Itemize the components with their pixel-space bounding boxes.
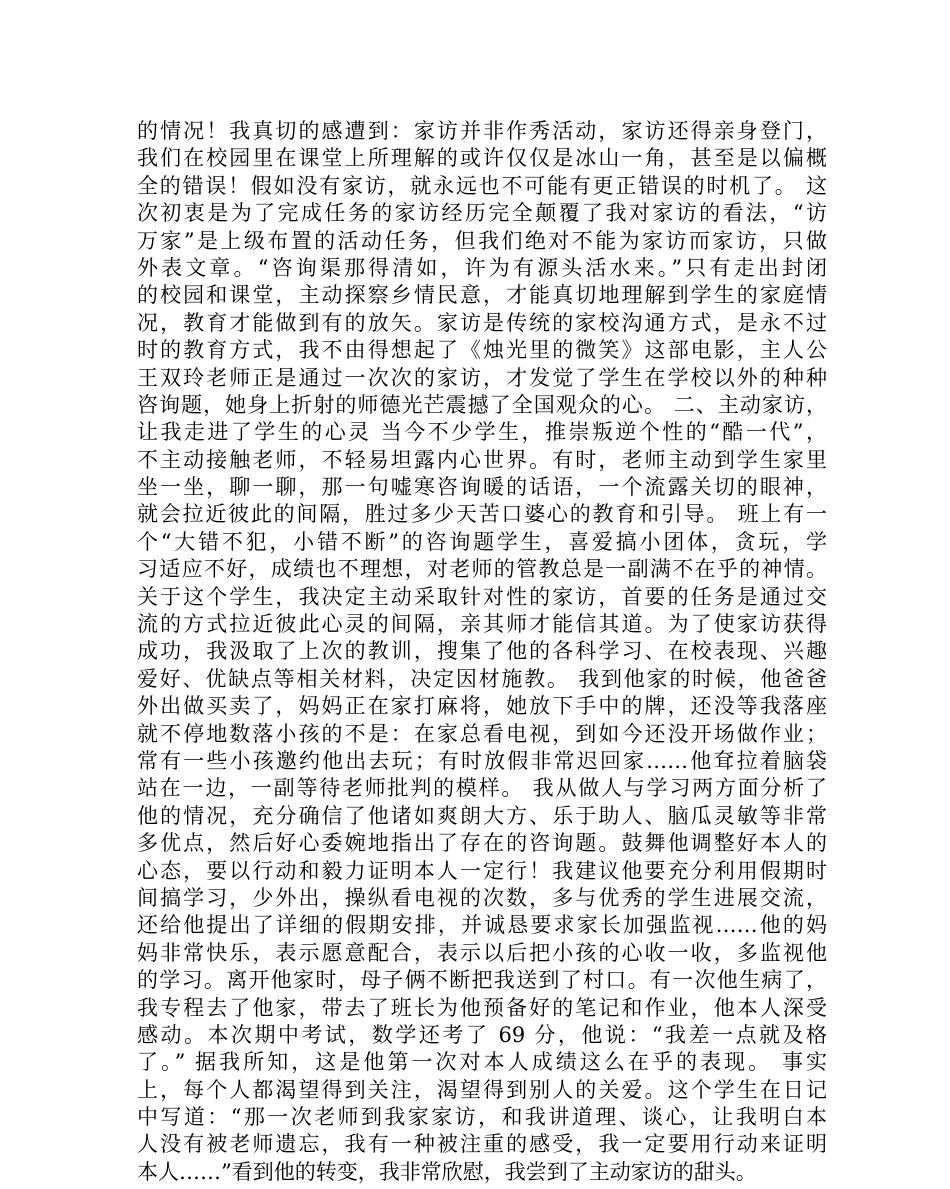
text-line: 王双玲老师正是通过一次次的家访，才发觉了学生在学校以外的种种 xyxy=(137,365,827,390)
text-line: 他的情况，充分确信了他诸如爽朗大方、乐于助人、脑瓜灵敏等非常 xyxy=(137,803,827,828)
text-line: 本人……”看到他的转变，我非常欣慰，我尝到了主动家访的甜头。 xyxy=(137,1159,757,1184)
text-line: 上，每个人都渴望得到关注，渴望得到别人的关爱。这个学生在日记 xyxy=(137,1077,827,1102)
text-line: 不主动接触老师，不轻易坦露内心世界。有时，老师主动到学生家里 xyxy=(137,447,827,472)
text-line: 外表文章。“咨询渠那得清如，许为有源头活水来。”只有走出封闭 xyxy=(137,255,827,280)
text-line: 妈非常快乐，表示愿意配合，表示以后把小孩的心收一收，多监视他 xyxy=(137,940,827,965)
text-line: 习适应不好，成绩也不理想，对老师的管教总是一副满不在乎的神情。 xyxy=(137,557,827,582)
text-line: 爱好、优缺点等相关材料，决定因材施教。 我到他家的时候，他爸爸 xyxy=(137,666,827,691)
text-line: 关于这个学生，我决定主动采取针对性的家访，首要的任务是通过交 xyxy=(137,584,827,609)
text-line: 况，教育才能做到有的放矢。家访是传统的家校沟通方式，是永不过 xyxy=(137,310,827,335)
text-line: 人没有被老师遗忘，我有一种被注重的感受，我一定要用行动来证明 xyxy=(137,1132,827,1157)
text-line: 万家”是上级布置的活动任务，但我们绝对不能为家访而家访，只做 xyxy=(137,228,827,253)
text-line: 心态，要以行动和毅力证明本人一定行！我建议他要充分利用假期时 xyxy=(137,858,827,883)
text-line: 时的教育方式，我不由得想起了《烛光里的微笑》这部电影，主人公 xyxy=(137,338,827,363)
text-line: 了。” 据我所知，这是他第一次对本人成绩这么在乎的表现。 事实 xyxy=(137,1050,827,1075)
text-line: 让我走进了学生的心灵 当今不少学生，推崇叛逆个性的“酷一代”， xyxy=(137,420,827,445)
text-line: 就会拉近彼此的间隔，胜过多少天苦口婆心的教育和引导。 班上有一 xyxy=(137,502,827,527)
text-line: 站在一边，一副等待老师批判的模样。 我从做人与学习两方面分析了 xyxy=(137,776,827,801)
text-line: 的情况！我真切的感遭到：家访并非作秀活动，家访还得亲身登门， xyxy=(137,119,827,143)
text-line: 就不停地数落小孩的不是：在家总看电视，到如今还没开场做作业； xyxy=(137,721,827,746)
text-line: 外出做买卖了，妈妈正在家打麻将，她放下手中的牌，还没等我落座 xyxy=(137,694,827,719)
text-line: 流的方式拉近彼此心灵的间隔，亲其师才能信其道。为了使家访获得 xyxy=(137,612,827,637)
text-line: 常有一些小孩邀约他出去玩；有时放假非常迟回家……他耷拉着脑袋 xyxy=(137,748,827,773)
text-line: 还给他提出了详细的假期安排，并诚恳要求家长加强监视……他的妈 xyxy=(137,913,827,938)
text-line: 全的错误！假如没有家访，就永远也不可能有更正错误的时机了。 这 xyxy=(137,173,827,198)
text-line: 咨询题，她身上折射的师德光芒震撼了全国观众的心。 二、主动家访， xyxy=(137,392,827,417)
text-line: 我们在校园里在课堂上所理解的或许仅仅是冰山一角，甚至是以偏概 xyxy=(137,146,827,171)
text-line: 感动。本次期中考试，数学还考了 69 分，他说：“我差一点就及格 xyxy=(137,1022,827,1047)
text-line: 多优点，然后好心委婉地指出了存在的咨询题。鼓舞他调整好本人的 xyxy=(137,831,827,856)
text-line: 个“大错不犯，小错不断”的咨询题学生，喜爱搞小团体，贪玩，学 xyxy=(137,529,827,554)
text-line: 我专程去了他家，带去了班长为他预备好的笔记和作业，他本人深受 xyxy=(137,995,827,1020)
text-line: 坐一坐，聊一聊，那一句嘘寒咨询暖的话语，一个流露关切的眼神， xyxy=(137,475,827,500)
text-line: 中写道：“那一次老师到我家家访，和我讲道理、谈心，让我明白本 xyxy=(137,1105,827,1130)
text-line: 间搞学习，少外出，操纵看电视的次数，多与优秀的学生进展交流， xyxy=(137,885,827,910)
body-text xyxy=(137,118,827,1186)
text-line: 成功，我汲取了上次的教训，搜集了他的各科学习、在校表现、兴趣 xyxy=(137,639,827,664)
text-line: 次初衷是为了完成任务的家访经历完全颠覆了我对家访的看法，“访 xyxy=(137,201,827,226)
text-line: 的学习。离开他家时，母子俩不断把我送到了村口。有一次他生病了， xyxy=(137,968,827,993)
text-line: 的校园和课堂，主动探察乡情民意，才能真切地理解到学生的家庭情 xyxy=(137,283,827,308)
